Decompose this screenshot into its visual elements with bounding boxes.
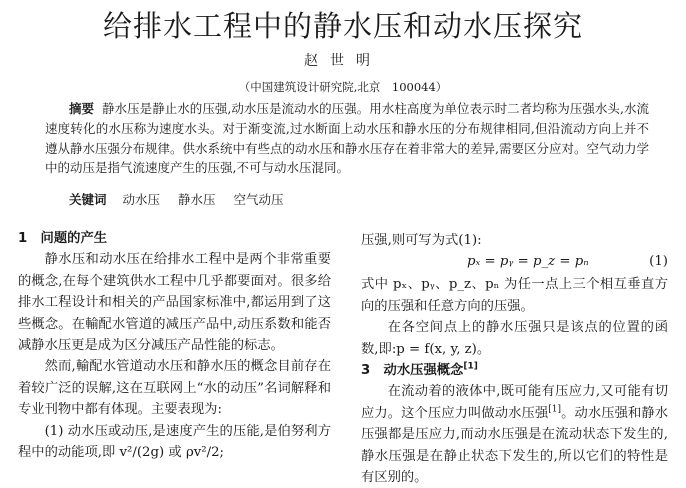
author-name: 赵世明 bbox=[304, 53, 382, 69]
section-1-heading: 1 问题的产生 bbox=[18, 231, 108, 246]
keywords-label: 关键词 bbox=[69, 192, 107, 207]
section-1-paragraph-2: 然而,輸配水管道动水压和静水压的概念目前存在着较广泛的误解,这在互联网上“水的动压”名词解释和专业刊物中都有体现。主要表现为: bbox=[18, 359, 331, 418]
abstract-text: 静水压是静止水的压强,动水压是流动水的压强。用水柱高度为单位表示时二者均称为压强水头,水流速度转化的水压称为速度水头。对于渐变流,过水断面上动水压和静水压的分布规律相同,但沿流动方向上并不遵从静水压强分布规律。供水系统中有些点的动水压和静水压存在着非常大的差异,需要区分应对。空气动力学中的动压是指气流速度产生的压强,不可与动水压混同。 bbox=[45, 101, 649, 176]
dynamic-pressure-paragraph bbox=[361, 381, 668, 488]
keywords bbox=[69, 190, 298, 208]
abstract-label: 摘要 bbox=[69, 101, 95, 116]
keyword-item: 静水压 bbox=[178, 192, 216, 207]
equation-explanation: 式中 pₓ、pᵧ、p_z、pₙ 为任一点上三个相互垂直方向的压强和任意方向的压强。 bbox=[361, 277, 668, 314]
dynamic-pressure-text-b: 。动水压强和静水压强都是压应力,而动水压强是在流动状态下发生的,静水压强是在静止状态下发生的,所以它们的特性是有区别的。 bbox=[361, 405, 668, 486]
author-affiliation: （中国建筑设计研究院,北京 100044） bbox=[238, 80, 448, 94]
keyword-item: 动水压 bbox=[122, 192, 161, 207]
section-1-paragraph-1: 静水压和动水压在给排水工程中是两个非常重要的概念,在每个建筑供水工程中几乎都要面对。很多给排水工程设计和相关的产品国家标准中,都运用到了这些概念。在輸配水管道的减压产品中,动压系数和能否减静水压更是成为区分减压产品性能的标志。 bbox=[18, 252, 331, 354]
equation-body: pₓ = pᵧ = p_z = pₙ bbox=[467, 254, 589, 270]
section-1-paragraph-3: (1) 动水压或动压,是速度产生的压能,是伯努利方程中的动能项,即 v²/(2g) 或 ρv²/2; bbox=[18, 423, 331, 461]
equation-number: (1) bbox=[649, 254, 668, 270]
equation-intro: 压强,则可写为式(1): bbox=[361, 233, 482, 248]
right-column bbox=[361, 230, 668, 488]
abstract bbox=[45, 99, 649, 178]
citation-ref: [1] bbox=[463, 361, 478, 372]
citation-ref: [1] bbox=[548, 404, 561, 415]
paper-title: 给排水工程中的静水压和动水压探究 bbox=[102, 9, 583, 43]
dynamic-pressure-text-a: 在流动着的液体中,既可能有压应力,又可能有切应力。这个压应力叫做动水压强 bbox=[361, 384, 668, 421]
section-3-heading-text: 3 动水压强概念 bbox=[361, 363, 464, 379]
section-3-heading bbox=[361, 360, 668, 381]
equation-1 bbox=[361, 251, 668, 274]
keyword-item: 空气动压 bbox=[233, 192, 284, 207]
static-pressure-paragraph: 在各空间点上的静水压强只是该点的位置的函数,即:p = f(x, y, z)。 bbox=[361, 320, 668, 357]
left-column bbox=[18, 228, 331, 463]
